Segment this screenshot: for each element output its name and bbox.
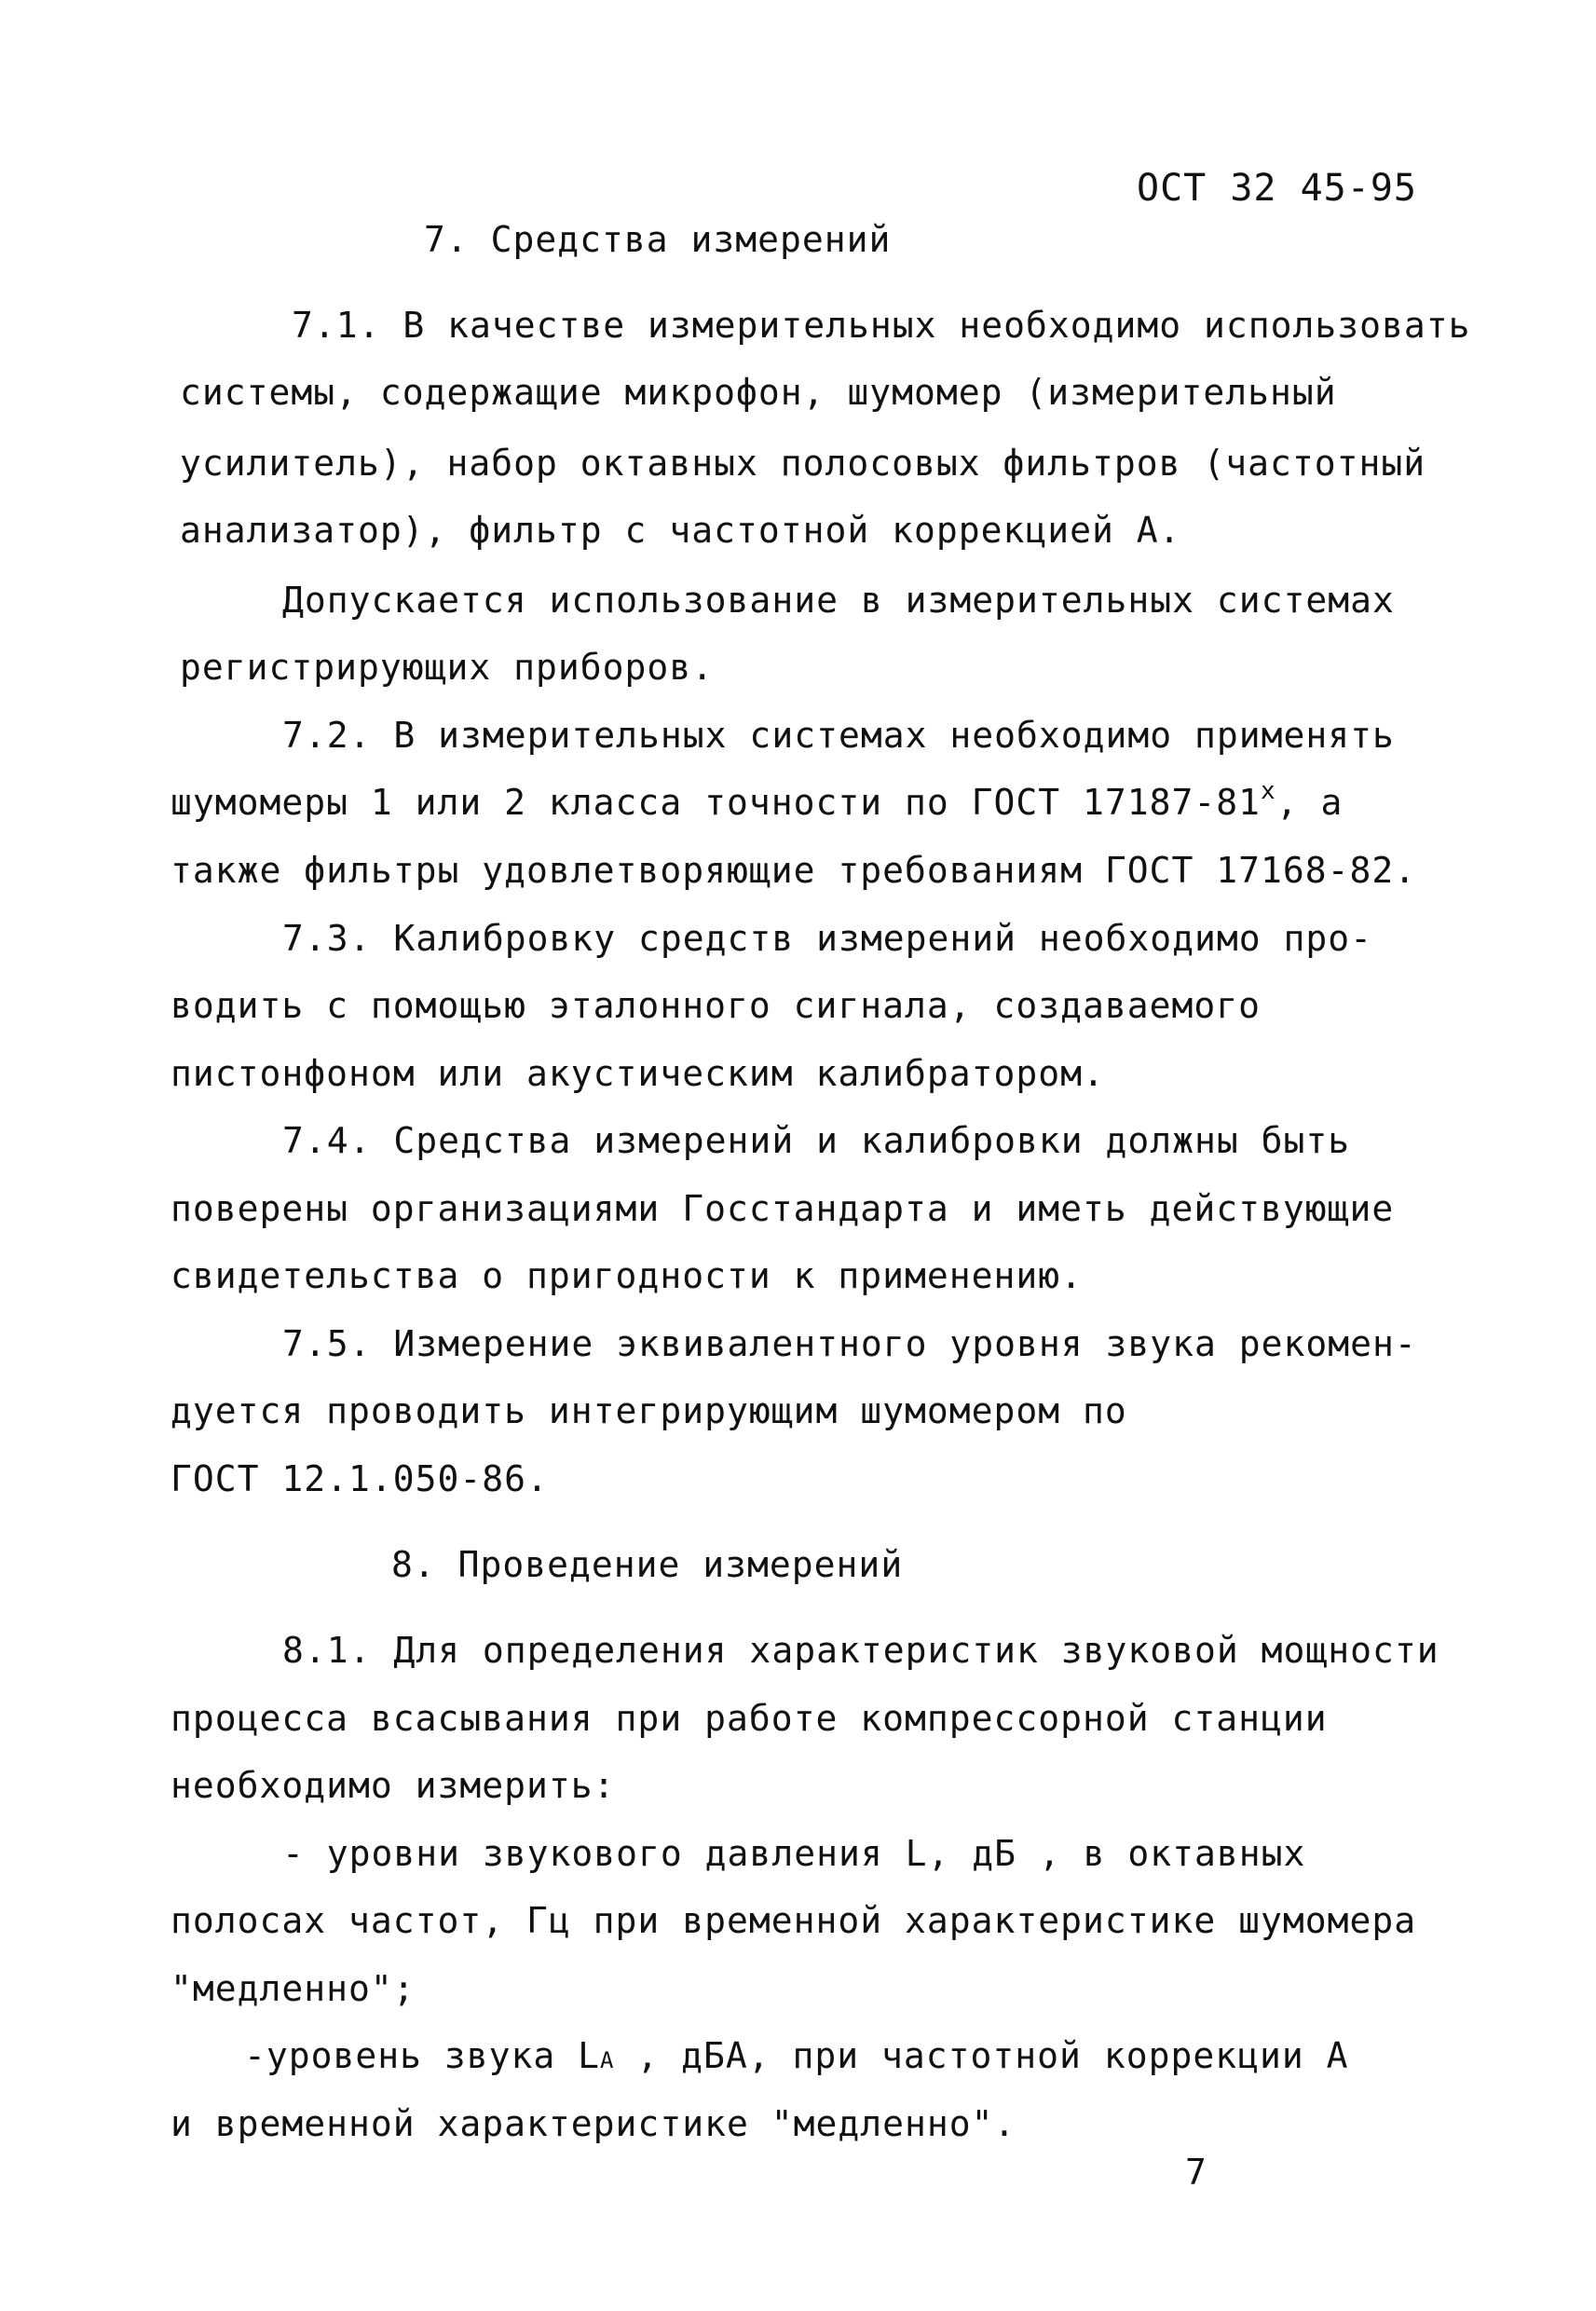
list-item-2-line-1 — [244, 2035, 1349, 2076]
paragraph-7-1b-line-2: регистрирующих приборов. — [180, 647, 715, 688]
paragraph-7-5-line-1: 7.5. Измерение эквивалентного уровня звука рекомен- — [282, 1323, 1417, 1364]
paragraph-7-3-line-3: пистонфоном или акустическим калибратором. — [171, 1053, 1105, 1094]
list-item-2-line-2: и временной характеристике "медленно". — [171, 2103, 1016, 2144]
paragraph-7-3-line-1: 7.3. Калибровку средств измерений необходимо про- — [282, 918, 1373, 959]
paragraph-7-2-line-2-tail: , а — [1275, 782, 1344, 823]
list-item-1-line-2: полосах частот, Гц при временной характеристике шумомера — [171, 1900, 1417, 1941]
paragraph-7-1-line-1: 7.1. В качестве измерительных необходимо использовать — [292, 305, 1471, 346]
paragraph-8-1-line-1: 8.1. Для определения характеристик звуковой мощности — [282, 1630, 1439, 1671]
paragraph-7-1-line-4: анализатор), фильтр с частотной коррекцией А. — [180, 510, 1181, 551]
page-number: 7 — [1185, 2152, 1207, 2193]
section-7-title: 7. Средства измерений — [424, 219, 892, 260]
list-item-2-line-1-text: -уровень звука L — [244, 2035, 601, 2076]
paragraph-7-2-line-2-text: шумомеры 1 или 2 класса точности по ГОСТ 17187-81 — [171, 782, 1262, 823]
paragraph-7-2-line-3: также фильтры удовлетворяющие требованиям ГОСТ 17168-82. — [171, 850, 1417, 891]
subscript-a: А — [600, 2047, 615, 2073]
paragraph-7-4-line-2: поверены организациями Госстандарта и иметь действующие — [171, 1188, 1395, 1229]
paragraph-7-5-line-2: дуется проводить интегрирующим шумомером по — [171, 1390, 1127, 1431]
list-item-1-line-1: - уровни звукового давления L, дБ , в октавных — [282, 1833, 1306, 1874]
paragraph-7-1b-line-1: Допускается использование в измерительных системах — [282, 580, 1395, 621]
paragraph-7-1-line-2: системы, содержащие микрофон, шумомер (измерительный — [180, 372, 1337, 413]
footnote-mark: х — [1261, 777, 1276, 805]
paragraph-8-1-line-2: процесса всасывания при работе компрессорной станции — [171, 1698, 1328, 1739]
paragraph-7-1-line-3: усилитель), набор октавных полосовых фильтров (частотный — [180, 443, 1426, 484]
paragraph-7-3-line-2: водить с помощью эталонного сигнала, создаваемого — [171, 985, 1262, 1026]
paragraph-7-5-line-3: ГОСТ 12.1.050-86. — [171, 1458, 549, 1499]
section-8-title: 8. Проведение измерений — [391, 1544, 904, 1585]
paragraph-8-1-line-3: необходимо измерить: — [171, 1765, 616, 1806]
list-item-2-line-1-tail: , дБА, при частотной коррекции А — [614, 2035, 1349, 2076]
paragraph-7-2-line-2 — [171, 777, 1344, 823]
paragraph-7-2-line-1: 7.2. В измерительных системах необходимо применять — [282, 715, 1395, 756]
document-code: ОСТ 32 45-95 — [1137, 167, 1417, 210]
paragraph-7-4-line-1: 7.4. Средства измерений и калибровки должны быть — [282, 1120, 1351, 1161]
paragraph-7-4-line-3: свидетельства о пригодности к применению. — [171, 1255, 1083, 1296]
list-item-1-line-3: "медленно"; — [171, 1968, 416, 2009]
